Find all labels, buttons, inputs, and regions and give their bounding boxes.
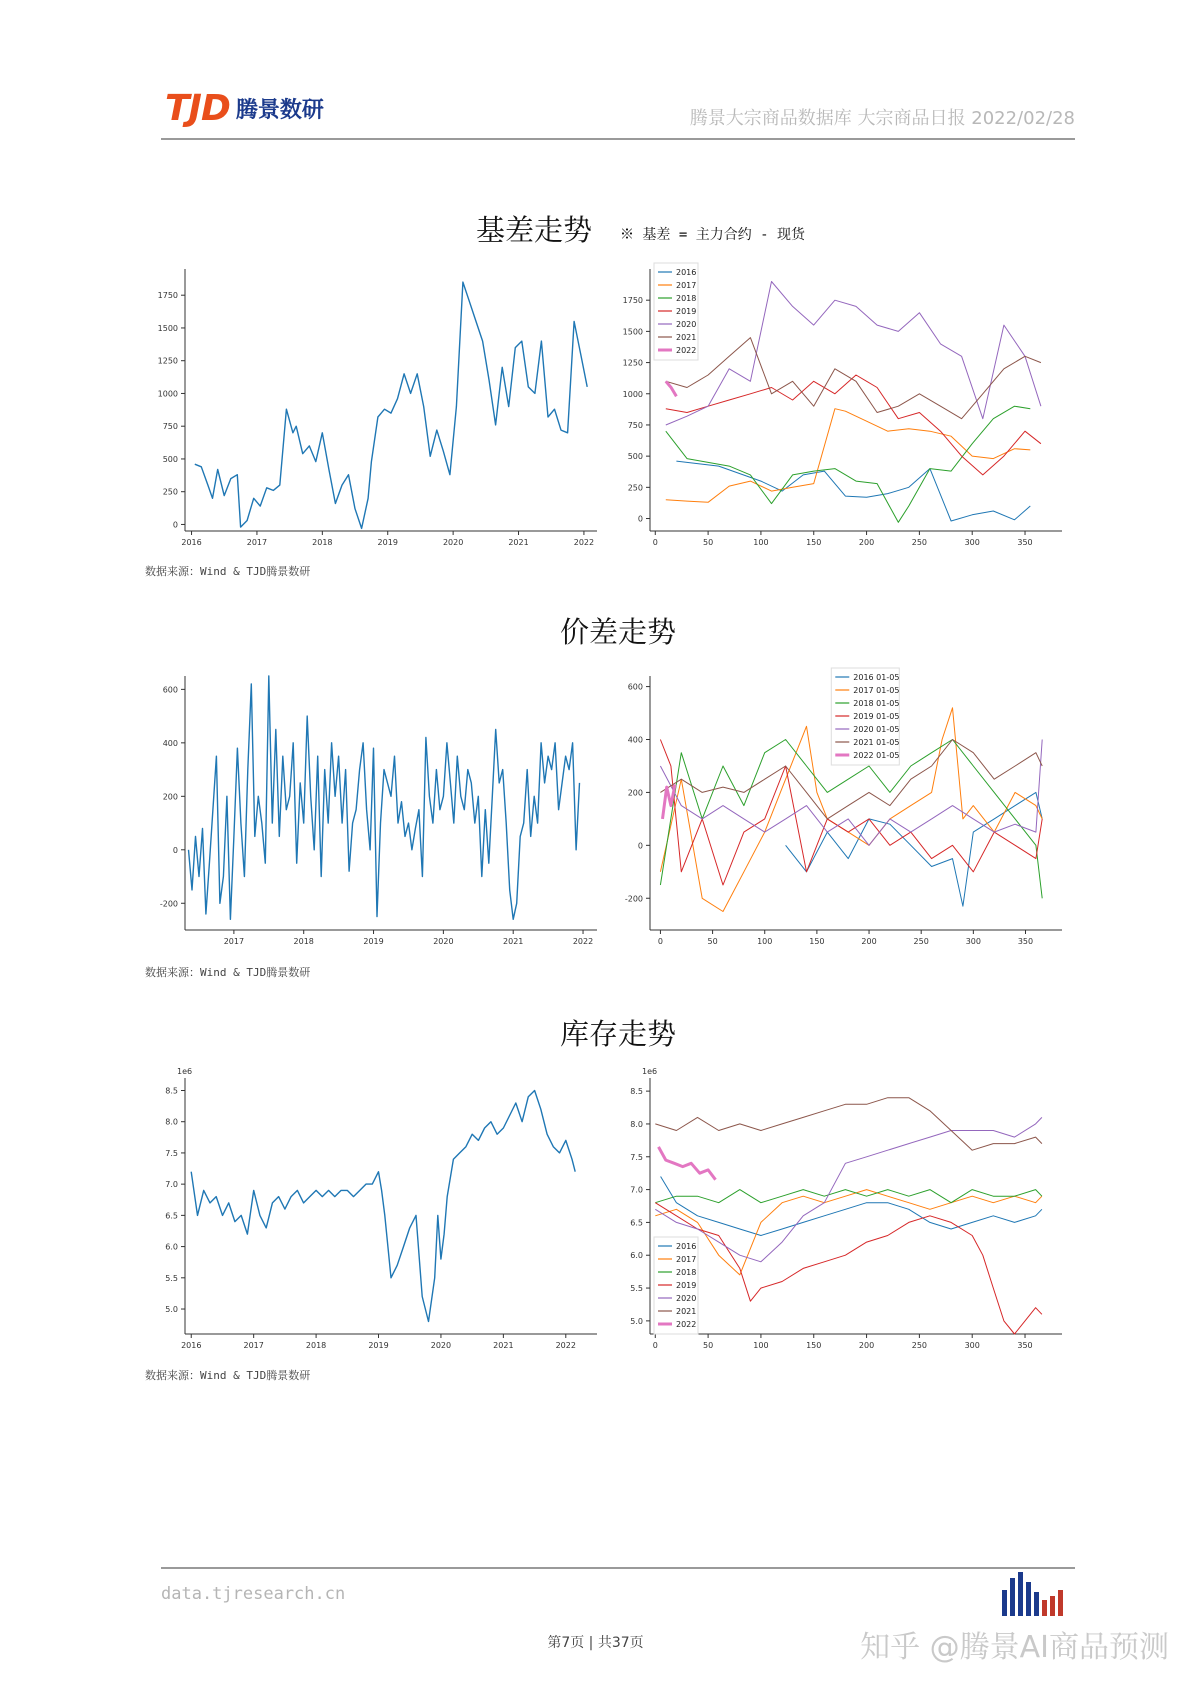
x-tick-label: 50	[703, 1341, 714, 1350]
x-tick-label: 200	[858, 1341, 875, 1350]
section-title-basis: 基差走势	[476, 213, 593, 247]
basis-seasonal-chart	[610, 255, 1070, 561]
y-tick-label: 1000	[622, 389, 643, 399]
y-tick-label: 400	[627, 735, 643, 745]
y-tick-label: 500	[627, 452, 643, 462]
axis-offset-label: 1e6	[642, 1067, 658, 1076]
x-tick-label: 2019	[368, 1341, 389, 1350]
y-tick-label: 250	[627, 483, 643, 493]
x-tick-label: 2017	[223, 937, 245, 946]
x-tick-label: 2019	[377, 538, 398, 547]
legend-label: 2018	[676, 1268, 697, 1277]
legend-label: 2016	[676, 268, 697, 277]
series-line-2018	[666, 406, 1031, 522]
page-number: 第7页 | 共37页	[547, 1635, 644, 1651]
series-line-库存	[191, 1091, 575, 1322]
legend-label: 2017 01-05	[853, 686, 900, 695]
series-line-2021	[655, 1098, 1042, 1151]
x-tick-label: 2017	[243, 1341, 264, 1350]
y-tick-label: 1750	[157, 291, 178, 301]
y-tick-label: 0	[637, 514, 643, 524]
series-line-价差	[189, 676, 580, 919]
series-line-2020	[655, 1117, 1042, 1261]
legend-label: 2018 01-05	[853, 699, 900, 708]
x-tick-label: 250	[911, 538, 928, 547]
basis-formula-note: ※ 基差 = 主力合约 - 现货	[620, 227, 806, 243]
y-tick-label: 750	[627, 420, 643, 430]
series-line-2020	[666, 282, 1041, 426]
inventory-data-source: 数据来源：Wind & TJD腾景数研	[145, 1369, 311, 1382]
legend-label: 2020	[676, 320, 697, 329]
x-tick-label: 100	[753, 538, 769, 547]
y-tick-label: 8.5	[630, 1087, 643, 1097]
series-line-2019	[655, 1203, 1042, 1334]
x-tick-label: 250	[911, 1341, 928, 1350]
header-divider	[161, 138, 1075, 140]
x-tick-label: 150	[806, 1341, 822, 1350]
x-tick-label: 300	[964, 1341, 980, 1350]
x-tick-label: 2019	[363, 937, 384, 946]
y-tick-label: 7.0	[165, 1180, 178, 1190]
y-tick-label: 5.5	[165, 1273, 178, 1283]
x-tick-label: 2016	[181, 538, 202, 547]
y-tick-label: 1250	[157, 356, 178, 366]
y-tick-label: 400	[162, 738, 178, 748]
x-tick-label: 100	[757, 937, 773, 946]
spread-data-source: 数据来源：Wind & TJD腾景数研	[145, 966, 311, 979]
series-line-2019	[666, 375, 1041, 475]
footer-bar-chart-icon	[1000, 1570, 1072, 1618]
y-tick-label: 8.0	[630, 1119, 643, 1129]
x-tick-label: 150	[809, 937, 825, 946]
y-tick-label: 1250	[622, 358, 643, 368]
legend-label: 2016 01-05	[853, 673, 900, 682]
y-tick-label: 7.5	[630, 1152, 643, 1162]
y-tick-label: -200	[624, 894, 643, 904]
x-tick-label: 350	[1017, 538, 1033, 547]
x-tick-label: 200	[861, 937, 877, 946]
legend-label: 2019 01-05	[853, 712, 900, 721]
y-tick-label: 5.0	[165, 1305, 178, 1315]
y-tick-label: 1750	[622, 296, 643, 306]
x-tick-label: 2020	[430, 1341, 452, 1350]
x-tick-label: 2018	[312, 538, 333, 547]
y-tick-label: 750	[162, 422, 178, 432]
y-tick-label: 5.0	[630, 1316, 643, 1326]
logo-mark: TJD	[165, 87, 230, 129]
y-tick-label: 600	[162, 685, 178, 695]
legend-label: 2022	[676, 346, 697, 355]
x-tick-label: 100	[753, 1341, 769, 1350]
legend-label: 2016	[676, 1242, 697, 1251]
x-tick-label: 2016	[181, 1341, 202, 1350]
x-tick-label: 2022	[572, 937, 594, 946]
inventory-seasonal-chart	[610, 1064, 1070, 1364]
series-line-2017	[655, 1190, 1042, 1275]
y-tick-label: 0	[637, 841, 643, 851]
x-tick-label: 350	[1017, 1341, 1033, 1350]
legend-label: 2021	[676, 333, 697, 342]
y-tick-label: 0	[172, 845, 178, 855]
x-tick-label: 2018	[305, 1341, 327, 1350]
y-tick-label: 200	[627, 788, 643, 798]
y-tick-label: 250	[162, 487, 178, 497]
y-tick-label: 0	[172, 520, 178, 530]
y-tick-label: 6.5	[630, 1218, 643, 1228]
series-line-2021	[666, 338, 1041, 419]
x-tick-label: 200	[858, 538, 875, 547]
x-tick-label: 2022	[573, 538, 595, 547]
legend-label: 2017	[676, 1255, 697, 1264]
legend-label: 2019	[676, 307, 697, 316]
legend-label: 2020	[676, 1294, 697, 1303]
inventory-timeseries-chart	[145, 1064, 605, 1364]
y-tick-label: 1000	[157, 389, 178, 399]
legend-label: 2020 01-05	[853, 725, 900, 734]
report-title: 腾景大宗商品数据库 大宗商品日报 2022/02/28	[689, 108, 1075, 129]
series-line-基差	[195, 282, 587, 528]
logo	[165, 88, 324, 128]
footer-divider	[161, 1567, 1075, 1569]
section-title-spread: 价差走势	[560, 615, 677, 649]
x-tick-label: 50	[703, 538, 714, 547]
legend-label: 2019	[676, 1281, 697, 1290]
legend-label: 2022 01-05	[853, 751, 900, 760]
y-tick-label: 8.5	[165, 1086, 178, 1096]
section-title-inventory: 库存走势	[560, 1017, 677, 1051]
y-tick-label: 7.5	[165, 1148, 178, 1158]
x-tick-label: 50	[707, 937, 718, 946]
x-tick-label: 2018	[293, 937, 314, 946]
legend-label: 2021	[676, 1307, 697, 1316]
legend-label: 2021 01-05	[853, 738, 900, 747]
x-tick-label: 300	[964, 538, 980, 547]
spread-seasonal-chart	[610, 662, 1070, 960]
x-tick-label: 2021	[503, 937, 524, 946]
x-tick-label: 2021	[493, 1341, 514, 1350]
x-tick-label: 150	[806, 538, 822, 547]
y-tick-label: 500	[162, 454, 178, 464]
y-tick-label: 8.0	[165, 1117, 178, 1127]
legend-label: 2017	[676, 281, 697, 290]
y-tick-label: 200	[162, 792, 178, 802]
x-tick-label: 2020	[442, 538, 464, 547]
x-tick-label: 0	[652, 538, 658, 547]
x-tick-label: 0	[657, 937, 663, 946]
legend-label: 2022	[676, 1320, 697, 1329]
series-line-2016	[661, 1177, 1042, 1236]
x-tick-label: 0	[652, 1341, 658, 1350]
y-tick-label: 1500	[622, 327, 643, 337]
y-tick-label: 1500	[157, 323, 178, 333]
y-tick-label: 5.5	[630, 1284, 643, 1294]
x-tick-label: 250	[913, 937, 929, 946]
watermark: 知乎 @腾景AI商品预测	[860, 1630, 1169, 1665]
y-tick-label: -200	[159, 899, 178, 909]
footer-url[interactable]: data.tjresearch.cn	[161, 1584, 346, 1604]
x-tick-label: 350	[1017, 937, 1034, 946]
spread-timeseries-chart	[145, 662, 605, 960]
series-line-2022	[659, 1147, 716, 1180]
x-tick-label: 2022	[555, 1341, 576, 1350]
y-tick-label: 6.5	[165, 1211, 178, 1221]
x-tick-label: 2021	[508, 538, 529, 547]
y-tick-label: 6.0	[165, 1242, 178, 1252]
basis-timeseries-chart	[145, 255, 605, 561]
legend-label: 2018	[676, 294, 697, 303]
x-tick-label: 300	[965, 937, 981, 946]
basis-data-source: 数据来源：Wind & TJD腾景数研	[145, 565, 311, 578]
series-line-2018	[655, 1190, 1042, 1203]
y-tick-label: 600	[627, 682, 643, 692]
y-tick-label: 7.0	[630, 1185, 643, 1195]
axis-offset-label: 1e6	[177, 1067, 193, 1076]
x-tick-label: 2020	[433, 937, 454, 946]
series-line-2017	[666, 409, 1031, 503]
x-tick-label: 2017	[246, 538, 268, 547]
logo-text: 腾景数研	[235, 97, 324, 123]
y-tick-label: 6.0	[630, 1251, 643, 1261]
